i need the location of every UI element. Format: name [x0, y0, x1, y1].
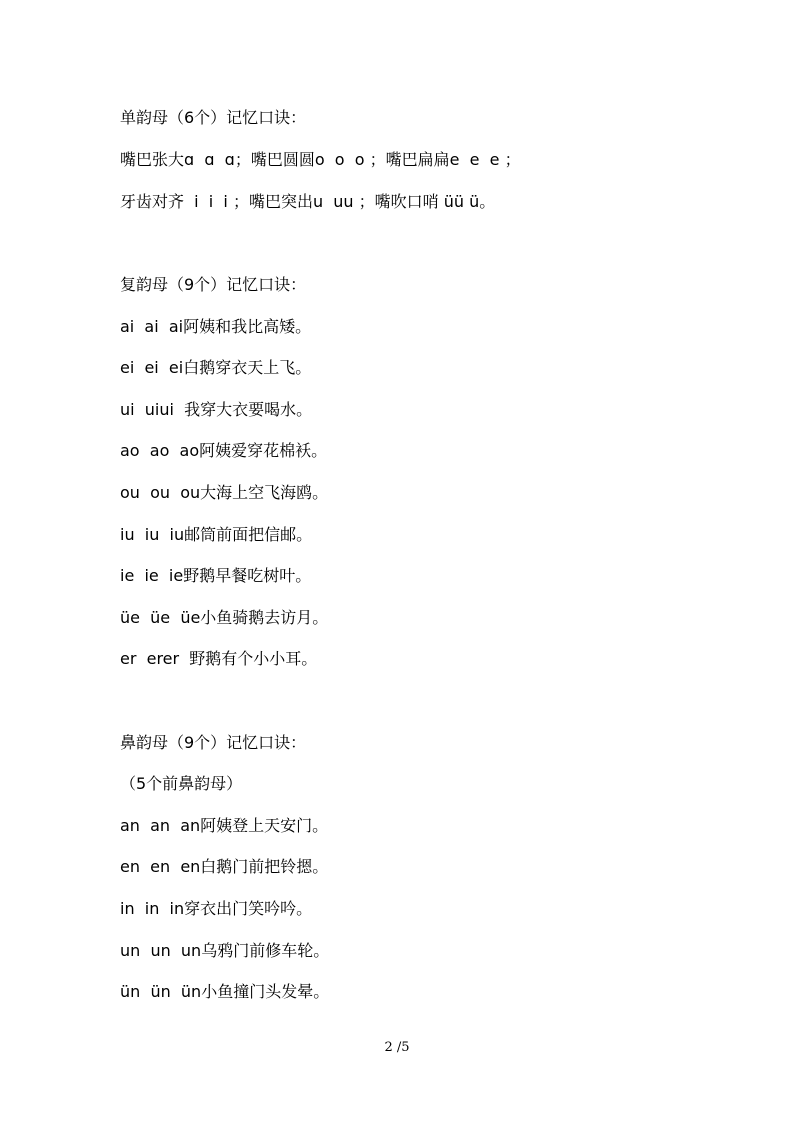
- section3-title: 鼻韵母（9个）记忆口诀：: [120, 733, 307, 752]
- section3-line-3: in in in穿衣出门笑吟吟。: [120, 899, 313, 918]
- section2-line-9: er erer 野鹅有个小小耳。: [120, 649, 318, 668]
- section2-line-7: ie ie ie野鹅早餐吃树叶。: [120, 566, 312, 585]
- section3-subtitle: （5个前鼻韵母）: [120, 774, 243, 793]
- section2-line-8: üe üe üe小鱼骑鹅去访月。: [120, 608, 329, 627]
- section3-line-1: an an an阿姨登上天安门。: [120, 816, 329, 835]
- section3-line-4: un un un乌鸦门前修车轮。: [120, 941, 330, 960]
- section2-line-5: ou ou ou大海上空飞海鸥。: [120, 483, 329, 502]
- section1-line-2: 牙齿对齐 i i i ；嘴巴突出u uu ；嘴吹口哨 üü ü。: [120, 192, 496, 211]
- section3-line-2: en en en白鹅门前把铃摁。: [120, 857, 329, 876]
- section1-title: 单韵母（6个）记忆口诀：: [120, 108, 307, 127]
- section2-line-1: ai ai ai阿姨和我比高矮。: [120, 317, 312, 336]
- section2-line-2: ei ei ei白鹅穿衣天上飞。: [120, 358, 312, 377]
- section2-title: 复韵母（9个）记忆口诀：: [120, 275, 307, 294]
- section2-line-3: ui uiui 我穿大衣要喝水。: [120, 400, 313, 419]
- section1-line-1: 嘴巴张大ɑ ɑ ɑ；嘴巴圆圆o o o ；嘴巴扁扁e e e ；: [120, 150, 521, 169]
- section2-line-6: iu iu iu邮筒前面把信邮。: [120, 525, 313, 544]
- section2-line-4: ao ao ao阿姨爱穿花棉袄。: [120, 441, 328, 460]
- page-number: 2 /5: [384, 1040, 410, 1055]
- section3-line-5: ün ün ün小鱼撞门头发晕。: [120, 982, 330, 1001]
